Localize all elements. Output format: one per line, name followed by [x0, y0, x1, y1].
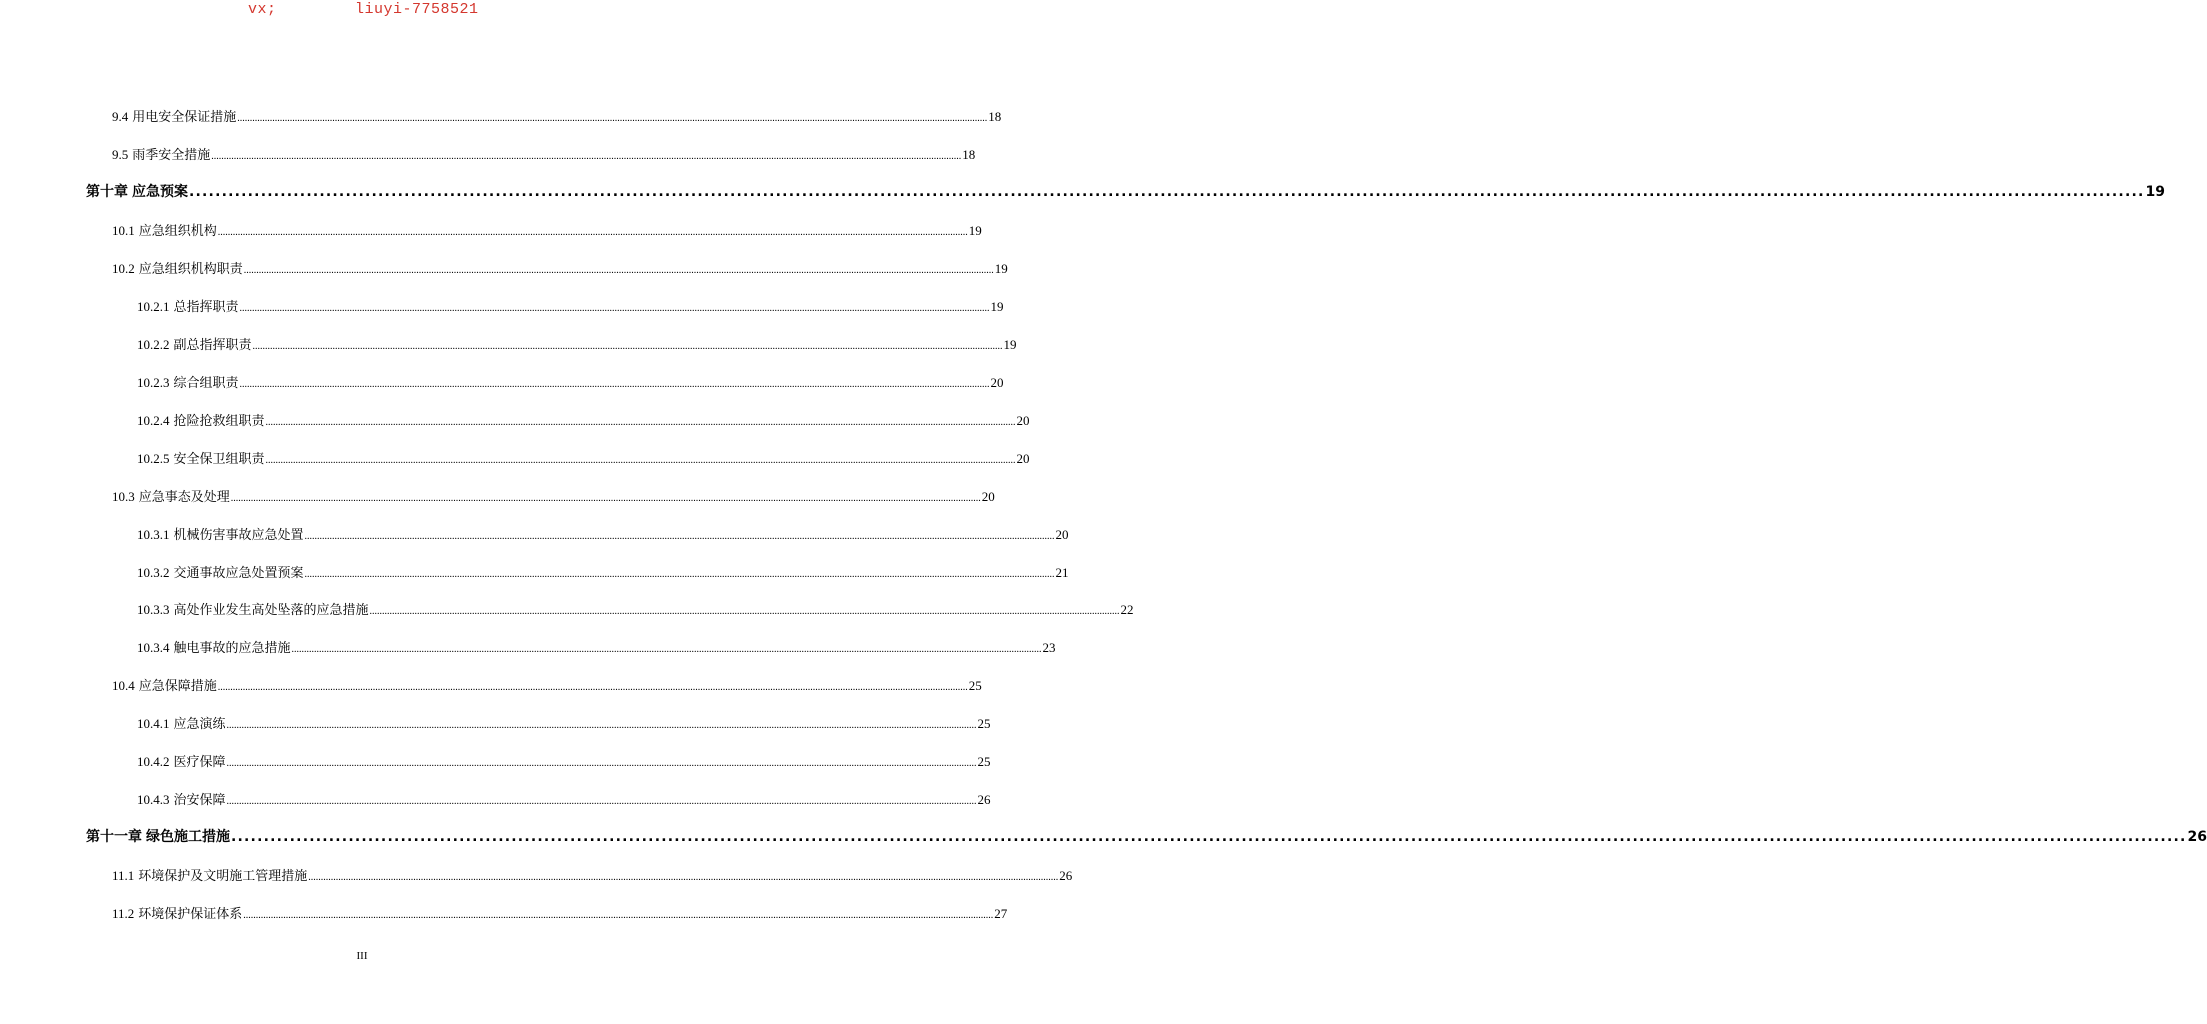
toc-entry-title: 应急演练	[173, 716, 226, 731]
watermark-right-text: liuyi-7758521	[355, 1, 479, 18]
toc-entry-number: 9.5	[112, 147, 129, 162]
toc-entry-title: 雨季安全措施	[132, 147, 211, 162]
toc-dot-leader: ............................................................................................................................................................................................................................................................................................................	[237, 113, 988, 124]
toc-entry[interactable]	[137, 448, 1030, 467]
toc-entry-title: 绿色施工措施	[146, 829, 230, 845]
toc-entry-number: 10.2.4	[137, 413, 170, 428]
toc-entry-number: 10.1	[112, 223, 135, 238]
toc-entry-number: 10.3.1	[137, 527, 170, 542]
toc-entry-page: 25	[977, 716, 991, 731]
toc-entry-title: 高处作业发生高处坠落的应急措施	[173, 602, 369, 617]
toc-entry-title: 应急事态及处理	[138, 489, 230, 504]
toc-entry-page: 21	[1055, 565, 1069, 580]
toc-entry-number: 9.4	[112, 109, 129, 124]
toc-entry-title: 用电安全保证措施	[132, 109, 237, 124]
toc-entry-number: 11.2	[112, 906, 135, 921]
toc-entry-page: 18	[988, 109, 1002, 124]
toc-entry-page: 20	[981, 489, 995, 504]
toc-entry-page: 20	[990, 375, 1004, 390]
toc-entry[interactable]	[137, 524, 1069, 543]
toc-entry-page: 18	[962, 147, 976, 162]
toc-entry-title: 应急组织机构职责	[138, 261, 243, 276]
toc-entry[interactable]	[112, 675, 982, 694]
toc-dot-leader: ............................................................................................................................................................................................................................................................................................................	[265, 455, 1016, 466]
toc-entry-page: 26	[1059, 868, 1073, 883]
toc-entry[interactable]	[137, 296, 1004, 315]
toc-entry-page: 20	[1055, 527, 1069, 542]
toc-entry-page: 23	[1042, 640, 1056, 655]
toc-entry[interactable]	[137, 637, 1056, 656]
toc-entry-number: 10.2.2	[137, 337, 170, 352]
toc-entry-number: 10.3	[112, 489, 135, 504]
toc-entry[interactable]	[137, 713, 991, 732]
toc-entry-title: 交通事故应急处置预案	[173, 565, 304, 580]
toc-dot-leader: ............................................................................................................................................................................................................................................................................................................	[243, 910, 994, 921]
toc-entry-page: 22	[1120, 602, 1134, 617]
toc-entry-page: 20	[1016, 451, 1030, 466]
toc-entry-number: 第十章	[86, 184, 128, 200]
toc-dot-leader: ............................................................................................................................................................................................................................................................................................................	[291, 644, 1042, 655]
toc-entry-number: 10.4.3	[137, 792, 170, 807]
toc-dot-leader: ............................................................................................................................................................................................................................................................................................................	[226, 796, 977, 807]
toc-entry[interactable]	[112, 486, 995, 505]
toc-entry[interactable]	[137, 751, 991, 770]
toc-entry-title: 副总指挥职责	[173, 337, 252, 352]
toc-dot-leader: ............................................................................................................................................................................................................................................................................................................	[211, 151, 962, 162]
toc-entry-number: 10.2.3	[137, 375, 170, 390]
toc-entry[interactable]	[112, 903, 1008, 922]
toc-dot-leader: ............................................................................................................................................................................................................................................................................................................	[217, 682, 968, 693]
toc-dot-leader: ............................................................................................................................................................................................................................................................................................................	[243, 265, 994, 276]
toc-entry-title: 医疗保障	[173, 754, 226, 769]
toc-entry-page: 26	[977, 792, 991, 807]
toc-dot-leader: ............................................................................................................................................................................................................................................................................................................	[189, 184, 2145, 200]
toc-entry[interactable]	[112, 220, 982, 239]
page-number: III	[356, 950, 368, 962]
toc-dot-leader: ............................................................................................................................................................................................................................................................................................................	[252, 341, 1003, 352]
toc-entry-number: 10.2.1	[137, 299, 170, 314]
toc-entry-title: 应急组织机构	[138, 223, 217, 238]
toc-dot-leader: ............................................................................................................................................................................................................................................................................................................	[230, 493, 981, 504]
toc-entry[interactable]	[137, 372, 1004, 391]
toc-entry-page: 26	[2187, 829, 2207, 845]
toc-entry-title: 治安保障	[173, 792, 226, 807]
toc-entry-page: 19	[1003, 337, 1017, 352]
toc-dot-leader: ............................................................................................................................................................................................................................................................................................................	[304, 531, 1055, 542]
watermark-left-text: vx;	[248, 1, 277, 18]
toc-entry-page: 27	[994, 906, 1008, 921]
toc-entry[interactable]	[112, 865, 1073, 884]
toc-chapter-entry[interactable]	[86, 181, 2165, 201]
toc-entry[interactable]	[112, 144, 976, 163]
toc-entry[interactable]	[137, 410, 1030, 429]
toc-entry-number: 10.3.2	[137, 565, 170, 580]
toc-dot-leader: ............................................................................................................................................................................................................................................................................................................	[265, 417, 1016, 428]
toc-dot-leader: ............................................................................................................................................................................................................................................................................................................	[231, 829, 2187, 845]
toc-entry-title: 触电事故的应急措施	[173, 640, 291, 655]
toc-entry-page: 19	[2145, 184, 2165, 200]
toc-dot-leader: ............................................................................................................................................................................................................................................................................................................	[308, 872, 1059, 883]
toc-entry[interactable]	[112, 106, 1002, 125]
toc-entry-title: 环境保护保证体系	[138, 906, 243, 921]
toc-entry-number: 第十一章	[86, 829, 142, 845]
toc-entry[interactable]	[112, 258, 1008, 277]
toc-entry-number: 10.2	[112, 261, 135, 276]
toc-entry[interactable]	[137, 334, 1017, 353]
toc-entry-title: 总指挥职责	[173, 299, 239, 314]
toc-dot-leader: ............................................................................................................................................................................................................................................................................................................	[239, 379, 990, 390]
toc-entry-title: 应急保障措施	[138, 678, 217, 693]
toc-entry-number: 10.2.5	[137, 451, 170, 466]
toc-entry-title: 环境保护及文明施工管理措施	[138, 868, 308, 883]
toc-dot-leader: ............................................................................................................................................................................................................................................................................................................	[304, 569, 1055, 580]
toc-dot-leader: ............................................................................................................................................................................................................................................................................................................	[217, 227, 968, 238]
toc-entry-page: 19	[968, 223, 982, 238]
toc-dot-leader: ............................................................................................................................................................................................................................................................................................................	[239, 303, 990, 314]
toc-entry-page: 25	[968, 678, 982, 693]
toc-entry-title: 综合组职责	[173, 375, 239, 390]
toc-entry-title: 机械伤害事故应急处置	[173, 527, 304, 542]
toc-entry-page: 25	[977, 754, 991, 769]
toc-entry-number: 10.4.2	[137, 754, 170, 769]
toc-entry-title: 应急预案	[132, 184, 188, 200]
toc-dot-leader: ............................................................................................................................................................................................................................................................................................................	[369, 606, 1120, 617]
toc-entry-number: 11.1	[112, 868, 135, 883]
toc-entry-number: 10.3.4	[137, 640, 170, 655]
toc-entry-number: 10.3.3	[137, 602, 170, 617]
toc-entry-number: 10.4.1	[137, 716, 170, 731]
toc-dot-leader: ............................................................................................................................................................................................................................................................................................................	[226, 720, 977, 731]
toc-entry-number: 10.4	[112, 678, 135, 693]
toc-entry-page: 19	[994, 261, 1008, 276]
toc-entry[interactable]	[137, 562, 1069, 581]
toc-entry-title: 安全保卫组职责	[173, 451, 265, 466]
toc-dot-leader: ............................................................................................................................................................................................................................................................................................................	[226, 758, 977, 769]
toc-chapter-entry[interactable]	[86, 826, 2207, 846]
toc-entry[interactable]	[137, 599, 1134, 618]
toc-entry[interactable]	[137, 789, 991, 808]
toc-entry-title: 抢险抢救组职责	[173, 413, 265, 428]
toc-entry-page: 19	[990, 299, 1004, 314]
toc-entry-page: 20	[1016, 413, 1030, 428]
